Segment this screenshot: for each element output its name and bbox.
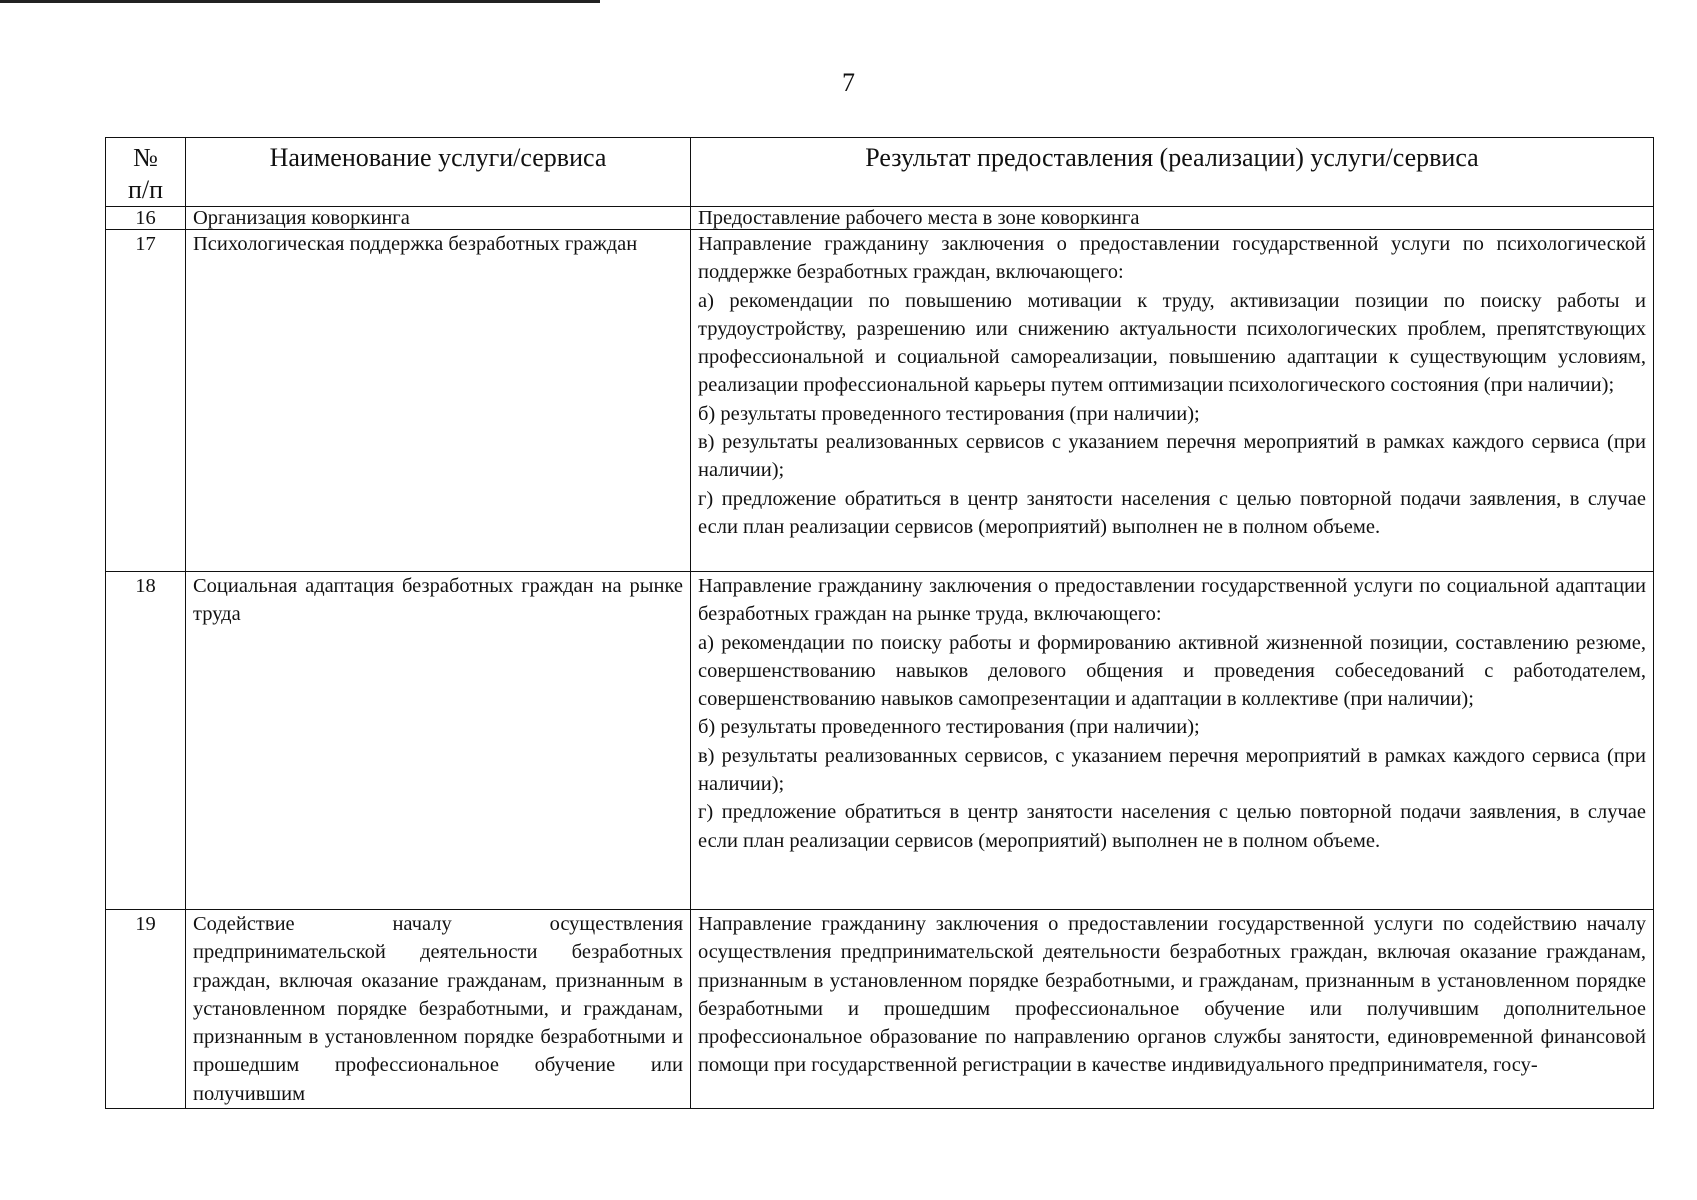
result-paragraph: Предоставление рабочего места в зоне коворкинга xyxy=(698,207,1140,229)
service-name: Организация коворкинга xyxy=(186,207,691,230)
result-paragraph: в) результаты реализованных сервисов, с указанием перечня мероприятий в рамках каждого сервиса (при наличии); xyxy=(698,744,1646,796)
result-paragraph: а) рекомендации по поиску работы и формированию активной жизненной позиции, составлению резюме, совершенствованию навыков делового общения и проведения собеседований с работодателем, совершенствованию навыков самопрезентации и адаптации в коллективе (при наличии); xyxy=(698,631,1646,711)
row-number: 16 xyxy=(106,207,186,230)
row-number: 17 xyxy=(106,230,186,572)
result-paragraph: Направление гражданину заключения о предоставлении государственной услуги по социальной адаптации безработных граждан на рынке труда, включающего: xyxy=(698,575,1646,626)
page-number: 7 xyxy=(842,68,855,97)
service-name: Социальная адаптация безработных граждан на рынке труда xyxy=(186,572,691,910)
header-number-abbrev: п/п xyxy=(127,175,164,204)
header-number-symbol: № xyxy=(133,143,158,172)
service-result xyxy=(691,207,1654,230)
table-row xyxy=(106,230,1654,572)
result-paragraph: г) предложение обратиться в центр занятости населения с целью повторной подачи заявления, в случае если план реализации сервисов (мероприятий) выполнен не в полном объеме. xyxy=(698,487,1646,538)
table-row xyxy=(106,207,1654,230)
header-service-result: Результат предоставления (реализации) услуги/сервиса xyxy=(691,138,1654,207)
result-paragraph: г) предложение обратиться в центр занятости населения с целью повторной подачи заявления, в случае если план реализации сервисов (мероприятий) выполнен не в полном объеме. xyxy=(698,801,1646,852)
scan-edge-line xyxy=(0,0,600,3)
header-service-name: Наименование услуги/сервиса xyxy=(186,138,691,207)
header-number xyxy=(106,138,186,207)
table-header-row xyxy=(106,138,1654,207)
service-result xyxy=(691,910,1654,1109)
table-row xyxy=(106,910,1654,1109)
service-result xyxy=(691,572,1654,910)
row-number: 18 xyxy=(106,572,186,910)
service-result xyxy=(691,230,1654,572)
result-paragraph: б) результаты проведенного тестирования (при наличии); xyxy=(698,716,1200,739)
result-paragraph: б) результаты проведенного тестирования (при наличии); xyxy=(698,402,1200,425)
row-number: 19 xyxy=(106,910,186,1109)
result-paragraph: Направление гражданину заключения о предоставлении государственной услуги по психологической поддержке безработных граждан, включающего: xyxy=(698,233,1646,284)
result-paragraph: Направление гражданину заключения о предоставлении государственной услуги по содействию началу осуществления предпринимательской деятельности безработных граждан, включая оказание гражданам, признанным в установленном порядке безработными, и гражданам, признанным в установленном порядке безработными и прошедшим профессиональное обучение или получившим дополнительное профессиональное образование по направлению органов службы занятости, единовременной финансовой помощи при государственной регистрации в качестве индивидуального предпринимателя, госу- xyxy=(698,913,1646,1077)
result-paragraph: в) результаты реализованных сервисов с указанием перечня мероприятий в рамках каждого сервиса (при наличии); xyxy=(698,431,1646,482)
result-paragraph: а) рекомендации по повышению мотивации к труду, активизации позиции по поиску работы и трудоустройству, разрешению или снижению актуальности психологических проблем, препятствующих профессиональной и социальной самореализации, повышению адаптации к существующим условиям, реализации профессиональной карьеры путем оптимизации психологического состояния (при наличии); xyxy=(698,289,1646,397)
table-row xyxy=(106,572,1654,910)
service-name: Психологическая поддержка безработных граждан xyxy=(186,230,691,572)
service-name: Содействие началу осуществления предпринимательской деятельности безработных граждан, включая оказание гражданам, признанным в установленном порядке безработными, и гражданам, признанным в установленном порядке безработными и прошедшим профессиональное обучение или получившим xyxy=(186,910,691,1109)
services-table xyxy=(105,137,1654,1109)
